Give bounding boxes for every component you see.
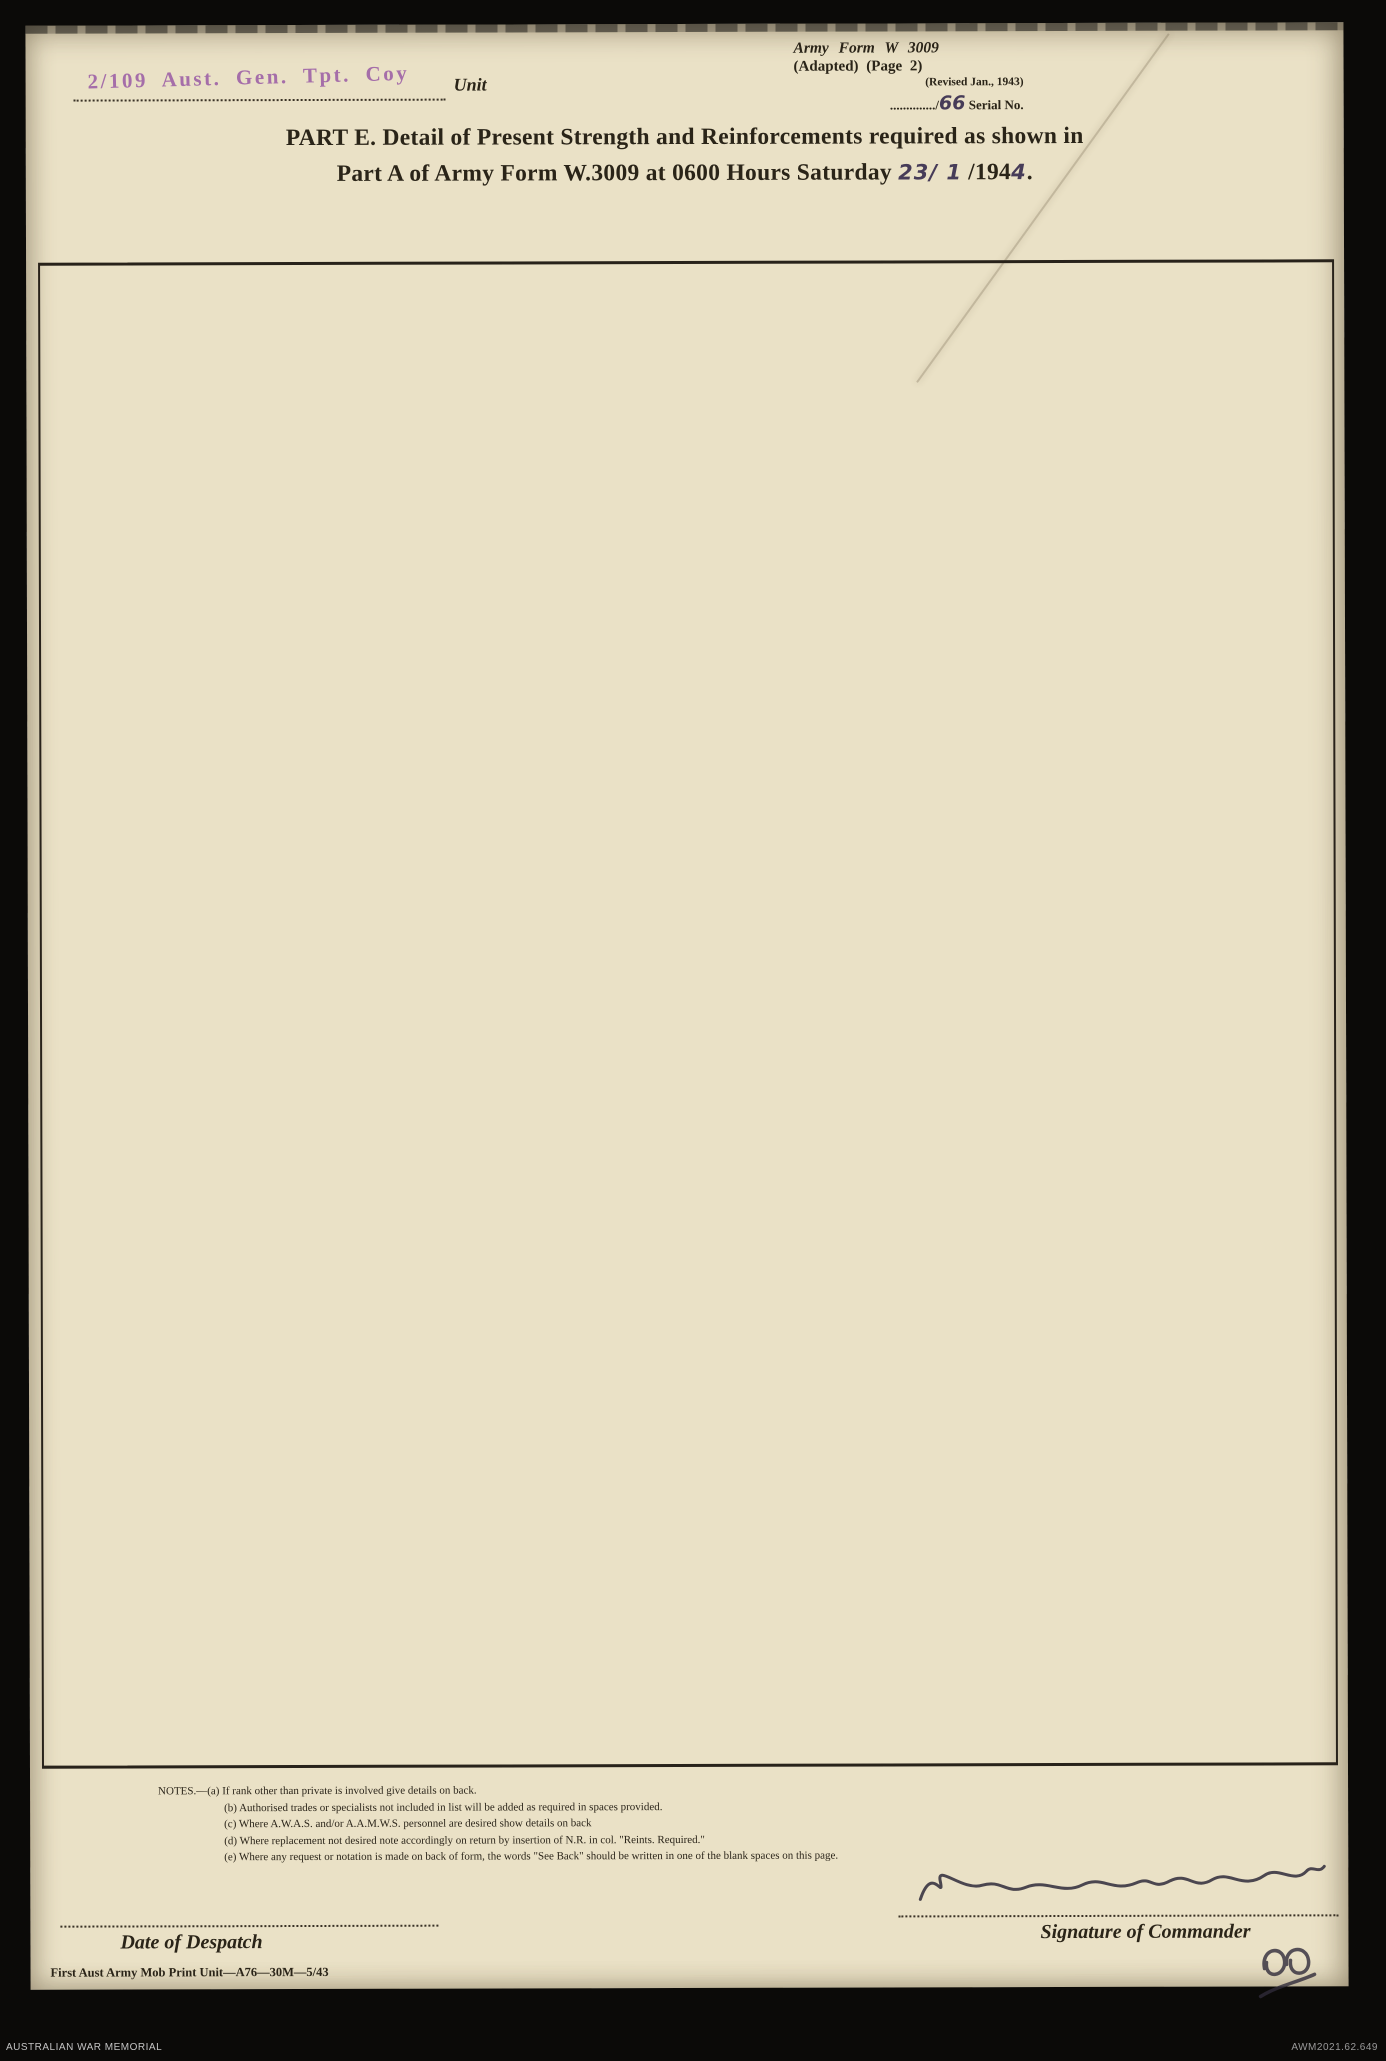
form-title-line2 [26, 158, 1344, 188]
form-revision: (Revised Jan., 1943) [925, 76, 1024, 89]
year-printed: /194 [968, 159, 1012, 186]
note-b: (b) Authorised trades or specialists not included in list will be added as required in spaces provided. [224, 1800, 663, 1814]
form-title-line1: PART E. Detail of Present Strength and Reinforcements required as shown in [285, 122, 1084, 152]
archive-id-label: AWM2021.62.649 [1291, 2042, 1378, 2053]
form-subtitle: (Adapted) (Page 2) [793, 58, 923, 75]
year-digit-handwritten: 4 [1011, 160, 1027, 185]
title-period: . [1026, 159, 1033, 186]
torn-edge [25, 22, 1343, 33]
form-paper [25, 22, 1348, 1989]
signature-of-commander-label: Signature of Commander [1040, 1920, 1251, 1944]
printer-imprint: First Aust Army Mob Print Unit—A76—30M—5/43 [50, 1964, 329, 1980]
archive-source-label: AUSTRALIAN WAR MEMORIAL [6, 2042, 163, 2053]
signature-line [898, 1912, 1338, 1917]
date-of-despatch-label: Date of Despatch [120, 1931, 263, 1954]
strength-table [38, 259, 1338, 1768]
form-identifier-block [793, 39, 1023, 115]
note-d: (d) Where replacement not desired note accordingly on return by insertion of N.R. in col. "Reints. Required." [224, 1833, 705, 1847]
serial-label: Serial No. [968, 97, 1024, 113]
note-c: (c) Where A.W.A.S. and/or A.A.M.W.S. personnel are desired show details on back [224, 1817, 592, 1831]
note-e: (e) Where any request or notation is made on back of form, the words "See Back" should be written in one of the blank spaces on this page. [224, 1849, 839, 1864]
unit-label: Unit [453, 74, 487, 95]
form-name: Army Form W 3009 [793, 39, 939, 57]
serial-number-line [794, 92, 1024, 115]
date-handwritten: 23/ 1 [898, 160, 962, 185]
unit-stamp: 2/109 Aust. Gen. Tpt. Coy [87, 60, 410, 94]
date-of-despatch-line [60, 1923, 438, 1928]
serial-value-handwritten: 66 [939, 92, 966, 115]
ink-scribble [1252, 1934, 1322, 2004]
title-printed-text: Part A of Army Form W.3009 at 0600 Hours Saturday [336, 159, 892, 187]
note-a: NOTES.—(a) If rank other than private is involved give details on back. [158, 1784, 477, 1798]
commander-signature [910, 1848, 1330, 1913]
serial-dots: ............../ [889, 97, 940, 113]
